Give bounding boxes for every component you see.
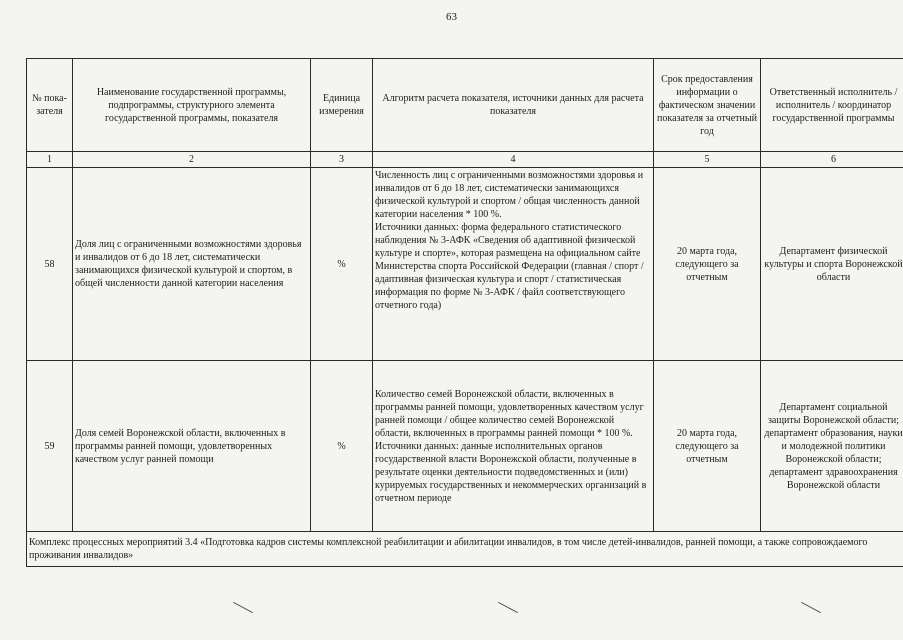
column-number: 6 [761,152,903,168]
process-complex-title: Комплекс процессных мероприятий 3.4 «Подготовка кадров системы комплексной реабилитации и абилитации инвалидов, в том числе детей-инвалидов, ранней помощи, а также сопровождаемого проживания инвалидов» [27,532,903,567]
table-row [27,361,903,532]
scan-mark [498,602,518,613]
section-row [27,532,903,567]
header-indicator-number: № пока- зателя [27,59,73,152]
deadline: 20 марта года, следующего за отчетным [654,168,761,361]
header-name: Наименование государственной программы, подпрограммы, структурного элемента государственной программы, показателя [73,59,311,152]
row-number: 59 [27,361,73,532]
header-unit: Единица измерения [311,59,373,152]
row-number: 58 [27,168,73,361]
column-number-row [27,152,903,168]
scan-mark [233,602,253,613]
indicators-table [26,58,903,567]
scan-mark [801,602,821,613]
unit: % [311,168,373,361]
executor: Департамент физической культуры и спорта Воронежской области [761,168,903,361]
column-number: 2 [73,152,311,168]
algorithm: Количество семей Воронежской области, включенных в программы ранней помощи, удовлетворенных качеством услуг ранней помощи / общее количество семей Воронежской области, включенных в программы ранней помощи * 100 %. Источники данных: данные исполнительных органов государственной власти Воронежской области, полученные в результате оценки деятельности подведомственных и (или) курируемых государственных и некоммерческих организаций в отчетном периоде [373,361,654,532]
header-deadline: Срок предоставления информации о фактическом значении показателя за отчетный год [654,59,761,152]
deadline: 20 марта года, следующего за отчетным [654,361,761,532]
unit: % [311,361,373,532]
column-number: 3 [311,152,373,168]
column-number: 1 [27,152,73,168]
header-algorithm: Алгоритм расчета показателя, источники данных для расчета показателя [373,59,654,152]
page-number: 63 [446,11,457,23]
column-number: 5 [654,152,761,168]
table-row [27,168,903,361]
indicator-name: Доля лиц с ограниченными возможностями здоровья и инвалидов от 6 до 18 лет, систематически занимающихся физической культурой и спортом, в общей численности данной категории населения [73,168,311,361]
table-header-row [27,59,903,152]
indicator-name: Доля семей Воронежской области, включенных в программы ранней помощи, удовлетворенных качеством услуг ранней помощи [73,361,311,532]
executor: Департамент социальной защиты Воронежской области; департамент образования, науки и молодежной политики Воронежской области; департамент здравоохранения Воронежской области [761,361,903,532]
column-number: 4 [373,152,654,168]
algorithm: Численность лиц с ограниченными возможностями здоровья и инвалидов от 6 до 18 лет, систематически занимающихся физической культурой и спортом / общая численность данной категории населения * 100 %. Источники данных: форма федерального статистического наблюдения № 3-АФК «Сведения об адаптивной физической культуре и спорте», которая размещена на официальном сайте Министерства спорта Российской Федерации (главная / спорт / адаптивная физическая культура и спорт / статистическая информация по форме № 3-АФК / файл соответствующего отчетного года) [373,168,654,361]
header-executor: Ответственный исполнитель / исполнитель / координатор государственной программы [761,59,903,152]
